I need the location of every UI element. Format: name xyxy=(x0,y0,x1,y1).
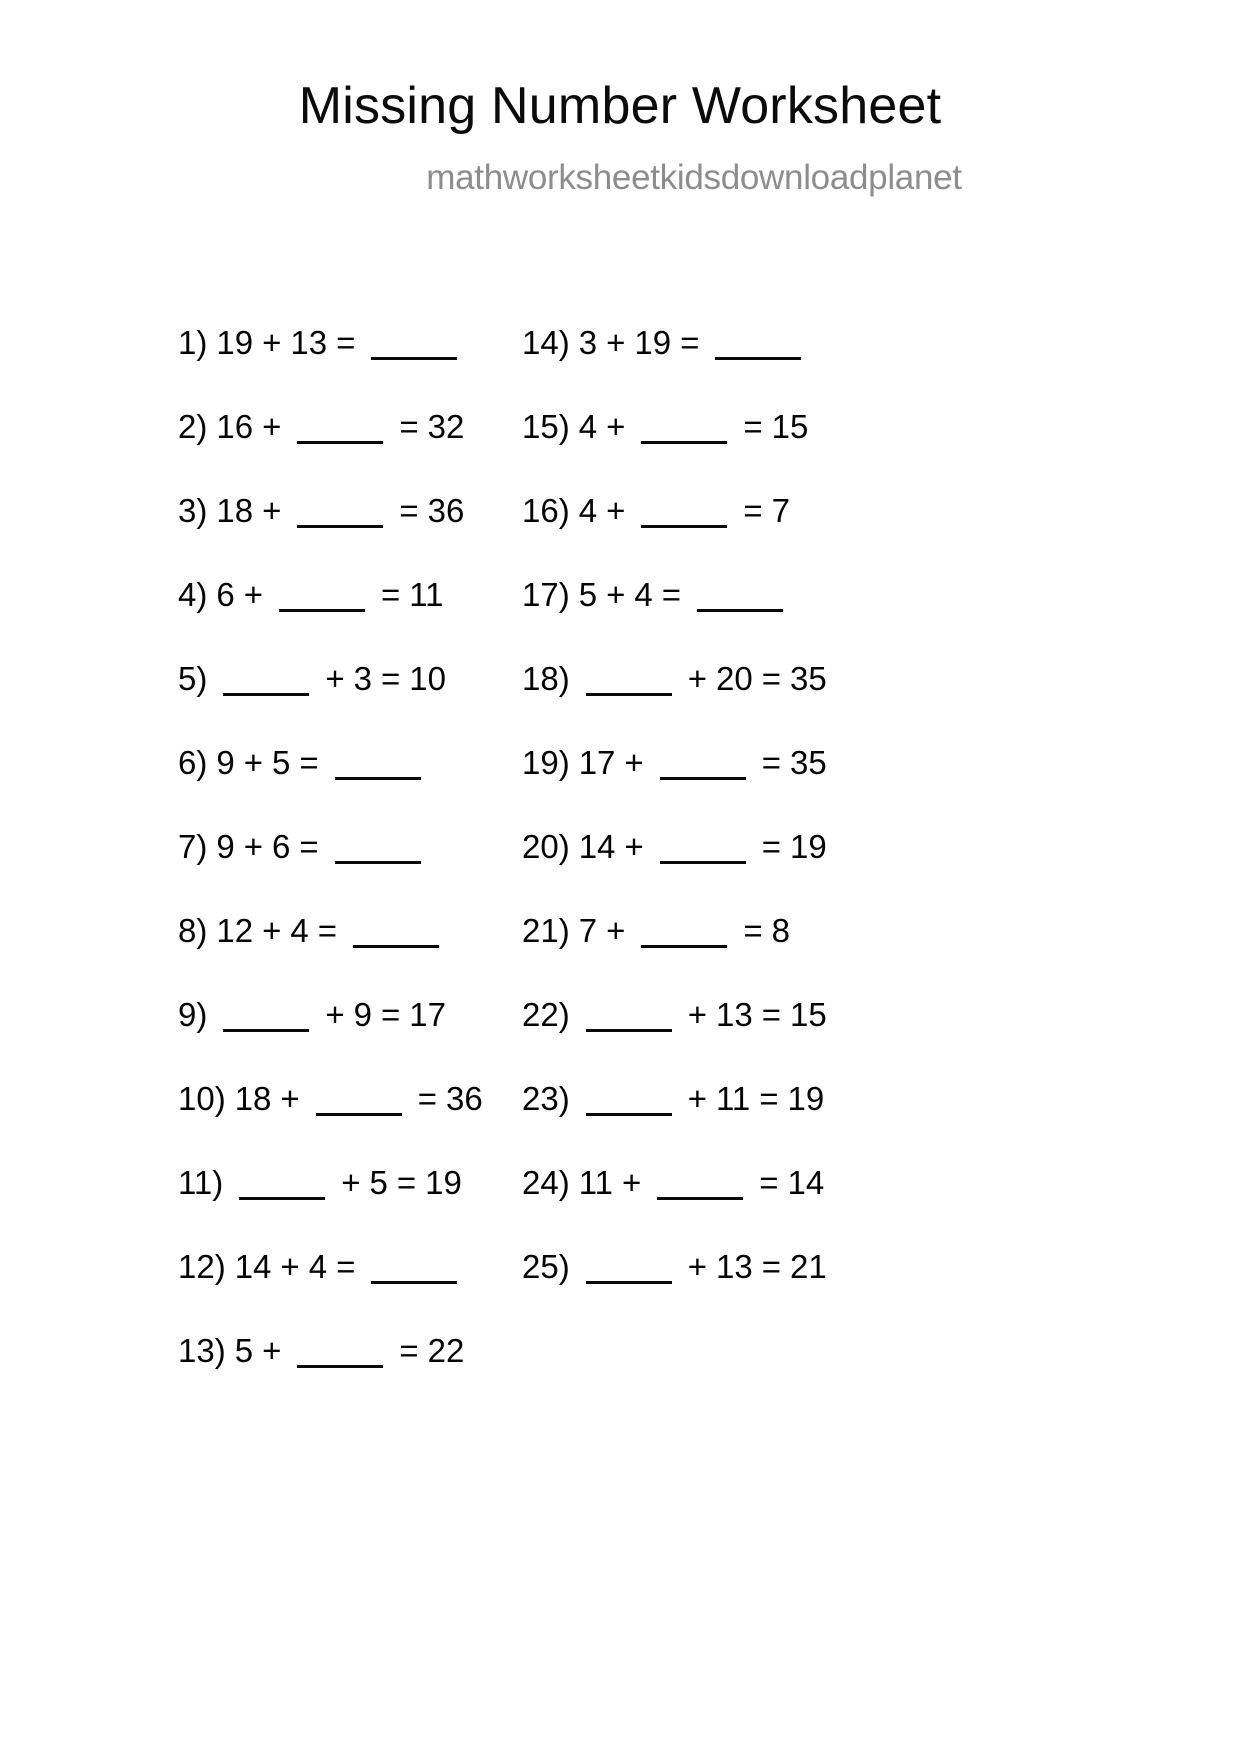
plus-operator: + xyxy=(606,491,626,529)
equals-sign: = xyxy=(743,911,763,949)
problem-expression xyxy=(578,491,790,529)
problem-column-right xyxy=(450,300,910,1308)
result-value: 32 xyxy=(427,407,465,445)
problem-number: 14) xyxy=(522,323,570,361)
equals-sign: = xyxy=(299,743,319,781)
problem-number: 23) xyxy=(522,1079,570,1117)
plus-operator: + xyxy=(606,323,626,361)
result-value: 35 xyxy=(789,743,827,781)
worksheet-subtitle-row xyxy=(0,158,1240,198)
problem-row xyxy=(178,468,465,552)
answer-blank-operand-b[interactable] xyxy=(279,585,365,612)
problem-number: 10) xyxy=(178,1079,226,1117)
answer-blank-result[interactable] xyxy=(715,333,801,360)
plus-operator: + xyxy=(280,1079,300,1117)
equals-sign: = xyxy=(380,575,401,613)
result-value: 21 xyxy=(789,1247,827,1285)
problem-number: 24) xyxy=(522,1163,570,1201)
operand-a: 4 xyxy=(578,407,598,445)
operand-b: 4 xyxy=(634,575,653,613)
problem-number: 16) xyxy=(522,491,570,529)
problem-row xyxy=(522,972,910,1056)
answer-blank-operand-b[interactable] xyxy=(297,501,383,528)
problem-number: 13) xyxy=(178,1331,226,1369)
plus-operator: + xyxy=(624,827,644,865)
plus-operator: + xyxy=(687,659,707,697)
problem-number: 21) xyxy=(522,911,570,949)
answer-blank-operand-a[interactable] xyxy=(223,669,309,696)
problem-number: 5) xyxy=(178,659,208,697)
answer-blank-result[interactable] xyxy=(371,1257,457,1284)
answer-blank-operand-b[interactable] xyxy=(641,417,727,444)
operand-b: 5 xyxy=(369,1163,388,1201)
result-value: 15 xyxy=(789,995,827,1033)
operand-a: 7 xyxy=(578,911,598,949)
problem-expression xyxy=(216,407,465,445)
result-value: 36 xyxy=(445,1079,483,1117)
operand-b: 13 xyxy=(290,323,328,361)
operand-a: 6 xyxy=(216,575,235,613)
problem-number: 20) xyxy=(522,827,570,865)
answer-blank-operand-a[interactable] xyxy=(586,1257,672,1284)
problem-number: 4) xyxy=(178,575,208,613)
problem-row xyxy=(178,720,450,804)
plus-operator: + xyxy=(243,743,263,781)
problem-expression xyxy=(578,827,827,865)
answer-blank-operand-b[interactable] xyxy=(660,837,746,864)
problem-expression xyxy=(579,659,827,697)
operand-a: 5 xyxy=(578,575,598,613)
problem-number: 8) xyxy=(178,911,208,949)
problem-expression xyxy=(232,1163,462,1201)
problem-row xyxy=(522,300,910,384)
problem-row xyxy=(522,1056,910,1140)
operand-a: 17 xyxy=(578,743,616,781)
answer-blank-operand-b[interactable] xyxy=(657,1173,743,1200)
equals-sign: = xyxy=(317,911,337,949)
problem-number: 7) xyxy=(178,827,208,865)
answer-blank-result[interactable] xyxy=(371,333,457,360)
problem-expression xyxy=(216,827,427,865)
equals-sign: = xyxy=(399,1331,419,1369)
result-value: 11 xyxy=(409,575,444,613)
problem-row xyxy=(522,1140,910,1224)
operand-b: 19 xyxy=(634,323,672,361)
problem-expression xyxy=(216,743,427,781)
problem-row xyxy=(522,888,910,972)
operand-b: 3 xyxy=(353,659,372,697)
equals-sign: = xyxy=(680,323,700,361)
problem-number: 6) xyxy=(178,743,208,781)
operand-b: 13 xyxy=(715,1247,753,1285)
problem-expression xyxy=(234,1079,483,1117)
plus-operator: + xyxy=(262,1331,282,1369)
equals-sign: = xyxy=(761,659,781,697)
operand-b: 5 xyxy=(271,743,291,781)
problem-row xyxy=(522,384,910,468)
problem-expression xyxy=(216,575,444,613)
result-value: 8 xyxy=(771,911,790,949)
plus-operator: + xyxy=(606,575,626,613)
plus-operator: + xyxy=(687,1247,707,1285)
plus-operator: + xyxy=(621,1163,642,1201)
equals-sign: = xyxy=(743,491,763,529)
equals-sign: = xyxy=(396,1163,417,1201)
plus-operator: + xyxy=(341,1163,361,1201)
plus-operator: + xyxy=(325,995,345,1033)
plus-operator: + xyxy=(262,911,282,949)
plus-operator: + xyxy=(606,407,626,445)
operand-a: 18 xyxy=(234,1079,272,1117)
problem-row xyxy=(522,552,910,636)
result-value: 17 xyxy=(409,995,446,1033)
operand-a: 12 xyxy=(216,911,254,949)
equals-sign: = xyxy=(759,1079,779,1117)
problem-row xyxy=(178,804,450,888)
problem-number: 22) xyxy=(522,995,570,1033)
site-watermark: mathworksheetkidsdownloadplanet xyxy=(426,158,962,197)
result-value: 10 xyxy=(409,659,446,697)
operand-b: 11 xyxy=(715,1079,751,1117)
answer-blank-operand-a[interactable] xyxy=(586,1089,672,1116)
answer-blank-operand-a[interactable] xyxy=(586,1005,672,1032)
problem-number: 12) xyxy=(178,1247,226,1285)
problem-number: 18) xyxy=(522,659,570,697)
plus-operator: + xyxy=(624,743,644,781)
problem-number: 17) xyxy=(522,575,570,613)
problem-column-left xyxy=(0,300,483,1392)
equals-sign: = xyxy=(761,743,781,781)
problem-row xyxy=(178,636,450,720)
result-value: 22 xyxy=(427,1331,465,1369)
problem-expression xyxy=(234,1331,465,1369)
plus-operator: + xyxy=(687,995,707,1033)
answer-blank-result[interactable] xyxy=(353,921,439,948)
problem-expression xyxy=(216,995,446,1033)
problem-number: 3) xyxy=(178,491,208,529)
problem-number: 2) xyxy=(178,407,208,445)
problem-number: 15) xyxy=(522,407,570,445)
answer-blank-operand-b[interactable] xyxy=(297,417,383,444)
problem-row xyxy=(178,1056,483,1140)
result-value: 15 xyxy=(771,407,809,445)
problem-row xyxy=(178,1224,450,1308)
answer-blank-result[interactable] xyxy=(335,753,421,780)
problem-row xyxy=(178,972,450,1056)
answer-blank-operand-b[interactable] xyxy=(641,501,727,528)
problem-expression xyxy=(578,575,790,613)
equals-sign: = xyxy=(759,1163,779,1201)
equals-sign: = xyxy=(761,827,781,865)
operand-b: 13 xyxy=(715,995,753,1033)
problem-row xyxy=(178,1140,462,1224)
result-value: 19 xyxy=(789,827,827,865)
equals-sign: = xyxy=(380,995,401,1033)
equals-sign: = xyxy=(417,1079,437,1117)
problem-expression xyxy=(216,491,465,529)
answer-blank-operand-b[interactable] xyxy=(316,1089,402,1116)
worksheet-header xyxy=(0,78,1240,134)
equals-sign: = xyxy=(743,407,763,445)
problem-expression xyxy=(579,1247,827,1285)
problem-expression xyxy=(579,995,827,1033)
equals-sign: = xyxy=(761,1247,781,1285)
answer-blank-operand-a[interactable] xyxy=(223,1005,309,1032)
operand-a: 5 xyxy=(234,1331,254,1369)
problem-number: 9) xyxy=(178,995,208,1033)
result-value: 19 xyxy=(787,1079,825,1117)
problem-expression xyxy=(578,407,809,445)
problem-expression xyxy=(216,659,446,697)
problem-expression xyxy=(234,1247,465,1285)
equals-sign: = xyxy=(761,995,781,1033)
problem-number: 11) xyxy=(178,1163,224,1201)
answer-blank-operand-a[interactable] xyxy=(239,1173,325,1200)
equals-sign: = xyxy=(336,323,356,361)
operand-a: 14 xyxy=(578,827,616,865)
operand-a: 14 xyxy=(234,1247,272,1285)
plus-operator: + xyxy=(687,1079,707,1117)
result-value: 36 xyxy=(427,491,465,529)
plus-operator: + xyxy=(243,827,263,865)
problem-expression xyxy=(216,323,464,361)
problem-expression xyxy=(216,911,446,949)
operand-a: 4 xyxy=(578,491,598,529)
problem-row xyxy=(522,1224,910,1308)
equals-sign: = xyxy=(299,827,319,865)
plus-operator: + xyxy=(280,1247,300,1285)
operand-b: 20 xyxy=(715,659,753,697)
result-value: 35 xyxy=(789,659,827,697)
operand-b: 4 xyxy=(308,1247,328,1285)
equals-sign: = xyxy=(380,659,401,697)
problem-row xyxy=(178,1308,465,1392)
problem-expression xyxy=(578,743,827,781)
problem-row xyxy=(178,300,450,384)
plus-operator: + xyxy=(262,323,282,361)
page-title: Missing Number Worksheet xyxy=(298,77,942,135)
problem-row xyxy=(522,636,910,720)
problem-expression xyxy=(578,1163,825,1201)
result-value: 14 xyxy=(787,1163,825,1201)
equals-sign: = xyxy=(336,1247,356,1285)
answer-blank-operand-b[interactable] xyxy=(297,1341,383,1368)
operand-b: 6 xyxy=(271,827,291,865)
answer-blank-result[interactable] xyxy=(697,585,783,612)
operand-a: 3 xyxy=(578,323,598,361)
operand-a: 9 xyxy=(216,827,235,865)
problem-number: 1) xyxy=(178,323,208,361)
operand-a: 16 xyxy=(216,407,254,445)
problem-expression xyxy=(578,323,809,361)
operand-a: 18 xyxy=(216,491,254,529)
problem-expression xyxy=(579,1079,825,1117)
plus-operator: + xyxy=(325,659,345,697)
problem-row xyxy=(178,384,465,468)
problem-row xyxy=(178,888,450,972)
result-value: 7 xyxy=(771,491,790,529)
problem-row xyxy=(178,552,450,636)
operand-a: 9 xyxy=(216,743,235,781)
equals-sign: = xyxy=(661,575,681,613)
answer-blank-operand-b[interactable] xyxy=(660,753,746,780)
problem-number: 19) xyxy=(522,743,570,781)
plus-operator: + xyxy=(262,491,282,529)
operand-b: 4 xyxy=(290,911,309,949)
plus-operator: + xyxy=(606,911,626,949)
equals-sign: = xyxy=(399,491,419,529)
operand-b: 9 xyxy=(353,995,372,1033)
problem-row xyxy=(522,804,910,888)
problem-number: 25) xyxy=(522,1247,570,1285)
problem-expression xyxy=(578,911,790,949)
plus-operator: + xyxy=(243,575,263,613)
answer-blank-operand-b[interactable] xyxy=(641,921,727,948)
answer-blank-operand-a[interactable] xyxy=(586,669,672,696)
operand-a: 19 xyxy=(216,323,254,361)
problem-row xyxy=(522,720,910,804)
problem-grid xyxy=(0,300,1240,1392)
problem-row xyxy=(522,468,910,552)
operand-a: 11 xyxy=(578,1163,613,1201)
plus-operator: + xyxy=(262,407,282,445)
answer-blank-result[interactable] xyxy=(335,837,421,864)
equals-sign: = xyxy=(399,407,419,445)
result-value: 19 xyxy=(425,1163,462,1201)
